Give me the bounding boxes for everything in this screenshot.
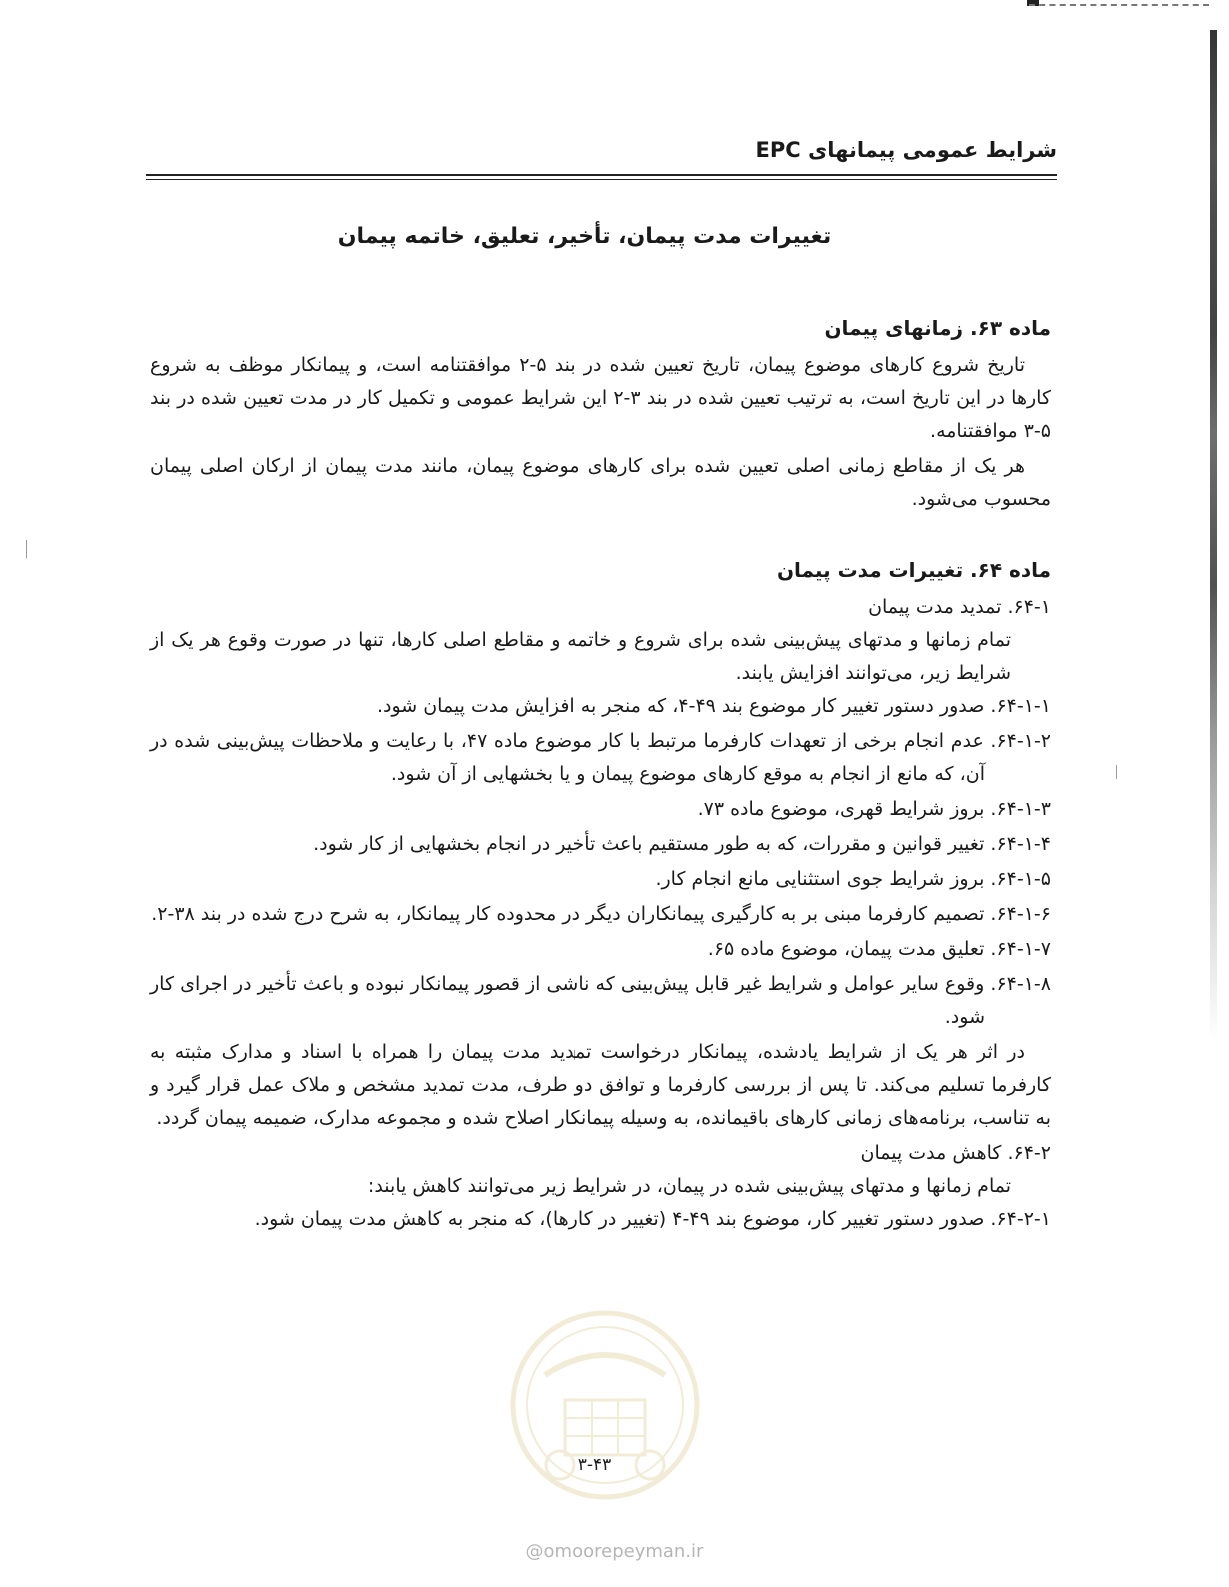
clause-64-2-intro: تمام زمانها و مدتهای پیش‌بینی شده در پیمان، در شرایط زیر می‌توانند کاهش یابند: [367, 1175, 1011, 1197]
spacer [150, 518, 1051, 554]
list-item: ۶۴-۱-۴. تغییر قوانین و مقررات، که به طور مستقیم باعث تأخیر در انجام بخشهایی از کار شود. [313, 833, 1051, 855]
watermark-site: @omoorepeyman.ir [525, 1541, 704, 1562]
list-item: ۶۴-۲-۱. صدور دستور تغییر کار، موضوع بند ۴۹-۴ (تغییر در کارها)، که منجر به کاهش مدت پیمان شود. [254, 1208, 1051, 1230]
header-rule-thin [146, 179, 1057, 180]
clause-64-2-title: ۶۴-۲. کاهش مدت پیمان [860, 1142, 1051, 1164]
list-item: ۶۴-۱-۱. صدور دستور تغییر کار موضوع بند ۴۹-۴، که منجر به افزایش مدت پیمان شود. [376, 695, 1051, 717]
list-item: ۶۴-۱-۳. بروز شرایط قهری، موضوع ماده ۷۳. [697, 798, 1051, 820]
list-item: ۶۴-۱-۶. تصمیم کارفرما مبنی بر به کارگیری پیمانکاران دیگر در محدوده کار پیمانکار، به شرح درج شده در بند ۳۸-۲. [151, 903, 1051, 925]
omoorepeyman-seal-icon [505, 1305, 705, 1505]
list-item: ۶۴-۱-۷. تعلیق مدت پیمان، موضوع ماده ۶۵. [707, 938, 1051, 960]
clause-64-1-title: ۶۴-۱. تمدید مدت پیمان [868, 596, 1051, 618]
list-item: ۶۴-۱-۵. بروز شرایط جوی استثنایی مانع انجام کار. [655, 868, 1051, 890]
clause-64-1-intro: تمام زمانها و مدتهای پیش‌بینی شده برای شروع و خاتمه و مقاطع اصلی کارها، تنها در صورت وقوع هر یک از شرایط زیر، می‌توانند افزایش یابند. [150, 629, 1011, 684]
list-item: ۶۴-۱-۸. وقوع سایر عوامل و شرایط غیر قابل پیش‌بینی که ناشی از قصور پیمانکار نبوده و باعث تأخیر در اجرای کار شود. [150, 973, 1051, 1028]
scan-artifact [26, 540, 27, 558]
article-63-heading: ماده ۶۳. زمانهای پیمان [824, 316, 1051, 340]
article-64-heading: ماده ۶۴. تغییرات مدت پیمان [776, 558, 1051, 582]
list-item: ۶۴-۱-۲. عدم انجام برخی از تعهدات کارفرما مرتبط با کار موضوع ماده ۴۷، با رعایت و ملاحظات پیش‌بینی شده در آن، که مانع از انجام به موقع کارهای موضوع پیمان و یا بخشهایی از آن شود. [150, 730, 1052, 785]
document-body [150, 312, 1051, 1238]
scan-edge-shadow [1210, 30, 1217, 1040]
clause-64-1-outro: در اثر هر یک از شرایط یادشده، پیمانکار درخواست تمدید مدت پیمان را همراه با اسناد و مدارک مثبته به کارفرما تسلیم می‌کند. تا پس از بررسی کارفرما و توافق دو طرف، مدت تمدید مشخص و ملاک عمل قرار گیرد و به تناسب، برنامه‌های زمانی کارهای باقیمانده، به وسیله پیمانکار اصلاح شده و مجموعه مدارک، ضمیمه پیمان گردد. [150, 1041, 1051, 1129]
article-63-paragraph-2: هر یک از مقاطع زمانی اصلی تعیین شده برای کارهای موضوع پیمان، مانند مدت پیمان از ارکان اصلی پیمان محسوب می‌شود. [150, 455, 1051, 510]
section-title: تغییرات مدت پیمان، تأخیر، تعلیق، خاتمه پیمان [337, 224, 832, 249]
scan-artifact [1029, 4, 1209, 6]
scan-artifact [1116, 765, 1117, 779]
page-number: ۳-۴۳ [577, 1455, 612, 1475]
header-rule [146, 174, 1057, 176]
running-header: شرایط عمومی پیمانهای EPC [755, 138, 1057, 162]
article-63-paragraph-1: تاریخ شروع کارهای موضوع پیمان، تاریخ تعیین شده در بند ۵-۲ موافقتنامه است، و پیمانکار موظف به شروع کارها در این تاریخ است، به ترتیب تعیین شده در بند ۳-۲ این شرایط عمومی و تکمیل کار در مدت تعیین شده در بند ۵-۳ موافقتنامه. [150, 354, 1052, 442]
